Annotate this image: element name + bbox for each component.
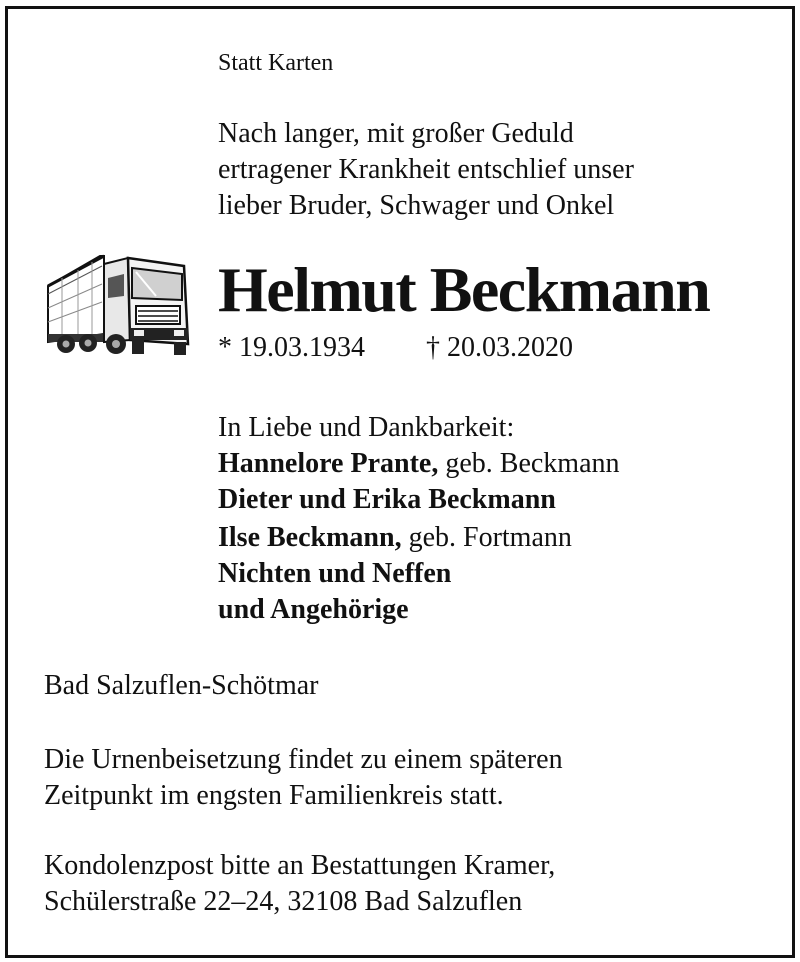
mourner-note: geb. Fortmann [401,522,572,553]
deceased-name: Helmut Beckmann [218,254,710,325]
location-text: Bad Salzuflen-Schötmar [44,670,319,701]
mourner-note: geb. Beckmann [438,448,620,479]
intro-line-3: lieber Bruder, Schwager und Onkel [218,190,615,221]
mourner-entry [218,446,620,482]
mourner-entry [218,592,409,628]
intro-line-1: Nach langer, mit großer Geduld [218,118,574,149]
mourner-name: Nichten und Neffen [218,558,452,589]
mourner-entry [218,520,572,556]
funeral-line-1: Die Urnenbeisetzung findet zu einem späteren [44,744,563,775]
mourner-name: Hannelore Prante, [218,448,439,479]
birth-date: * 19.03.1934 [218,332,365,363]
truck-icon [44,248,192,358]
mourner-name: und Angehörige [218,594,409,625]
mourner-name: Dieter und Erika Beckmann [218,484,556,515]
condolence-line-2: Schülerstraße 22–24, 32108 Bad Salzuflen [44,886,523,917]
mourner-entry [218,556,451,592]
statt-karten-label: Statt Karten [218,50,334,76]
mourner-entry [218,482,556,518]
funeral-line-2: Zeitpunkt im engsten Familienkreis statt. [44,780,504,811]
condolence-line-1: Kondolenzpost bitte an Bestattungen Kramer, [44,850,556,881]
mourner-name: Ilse Beckmann, [218,522,402,553]
intro-line-2: ertragener Krankheit entschlief unser [218,154,634,185]
mourners-heading: In Liebe und Dankbarkeit: [218,412,515,443]
death-date: † 20.03.2020 [426,332,573,363]
